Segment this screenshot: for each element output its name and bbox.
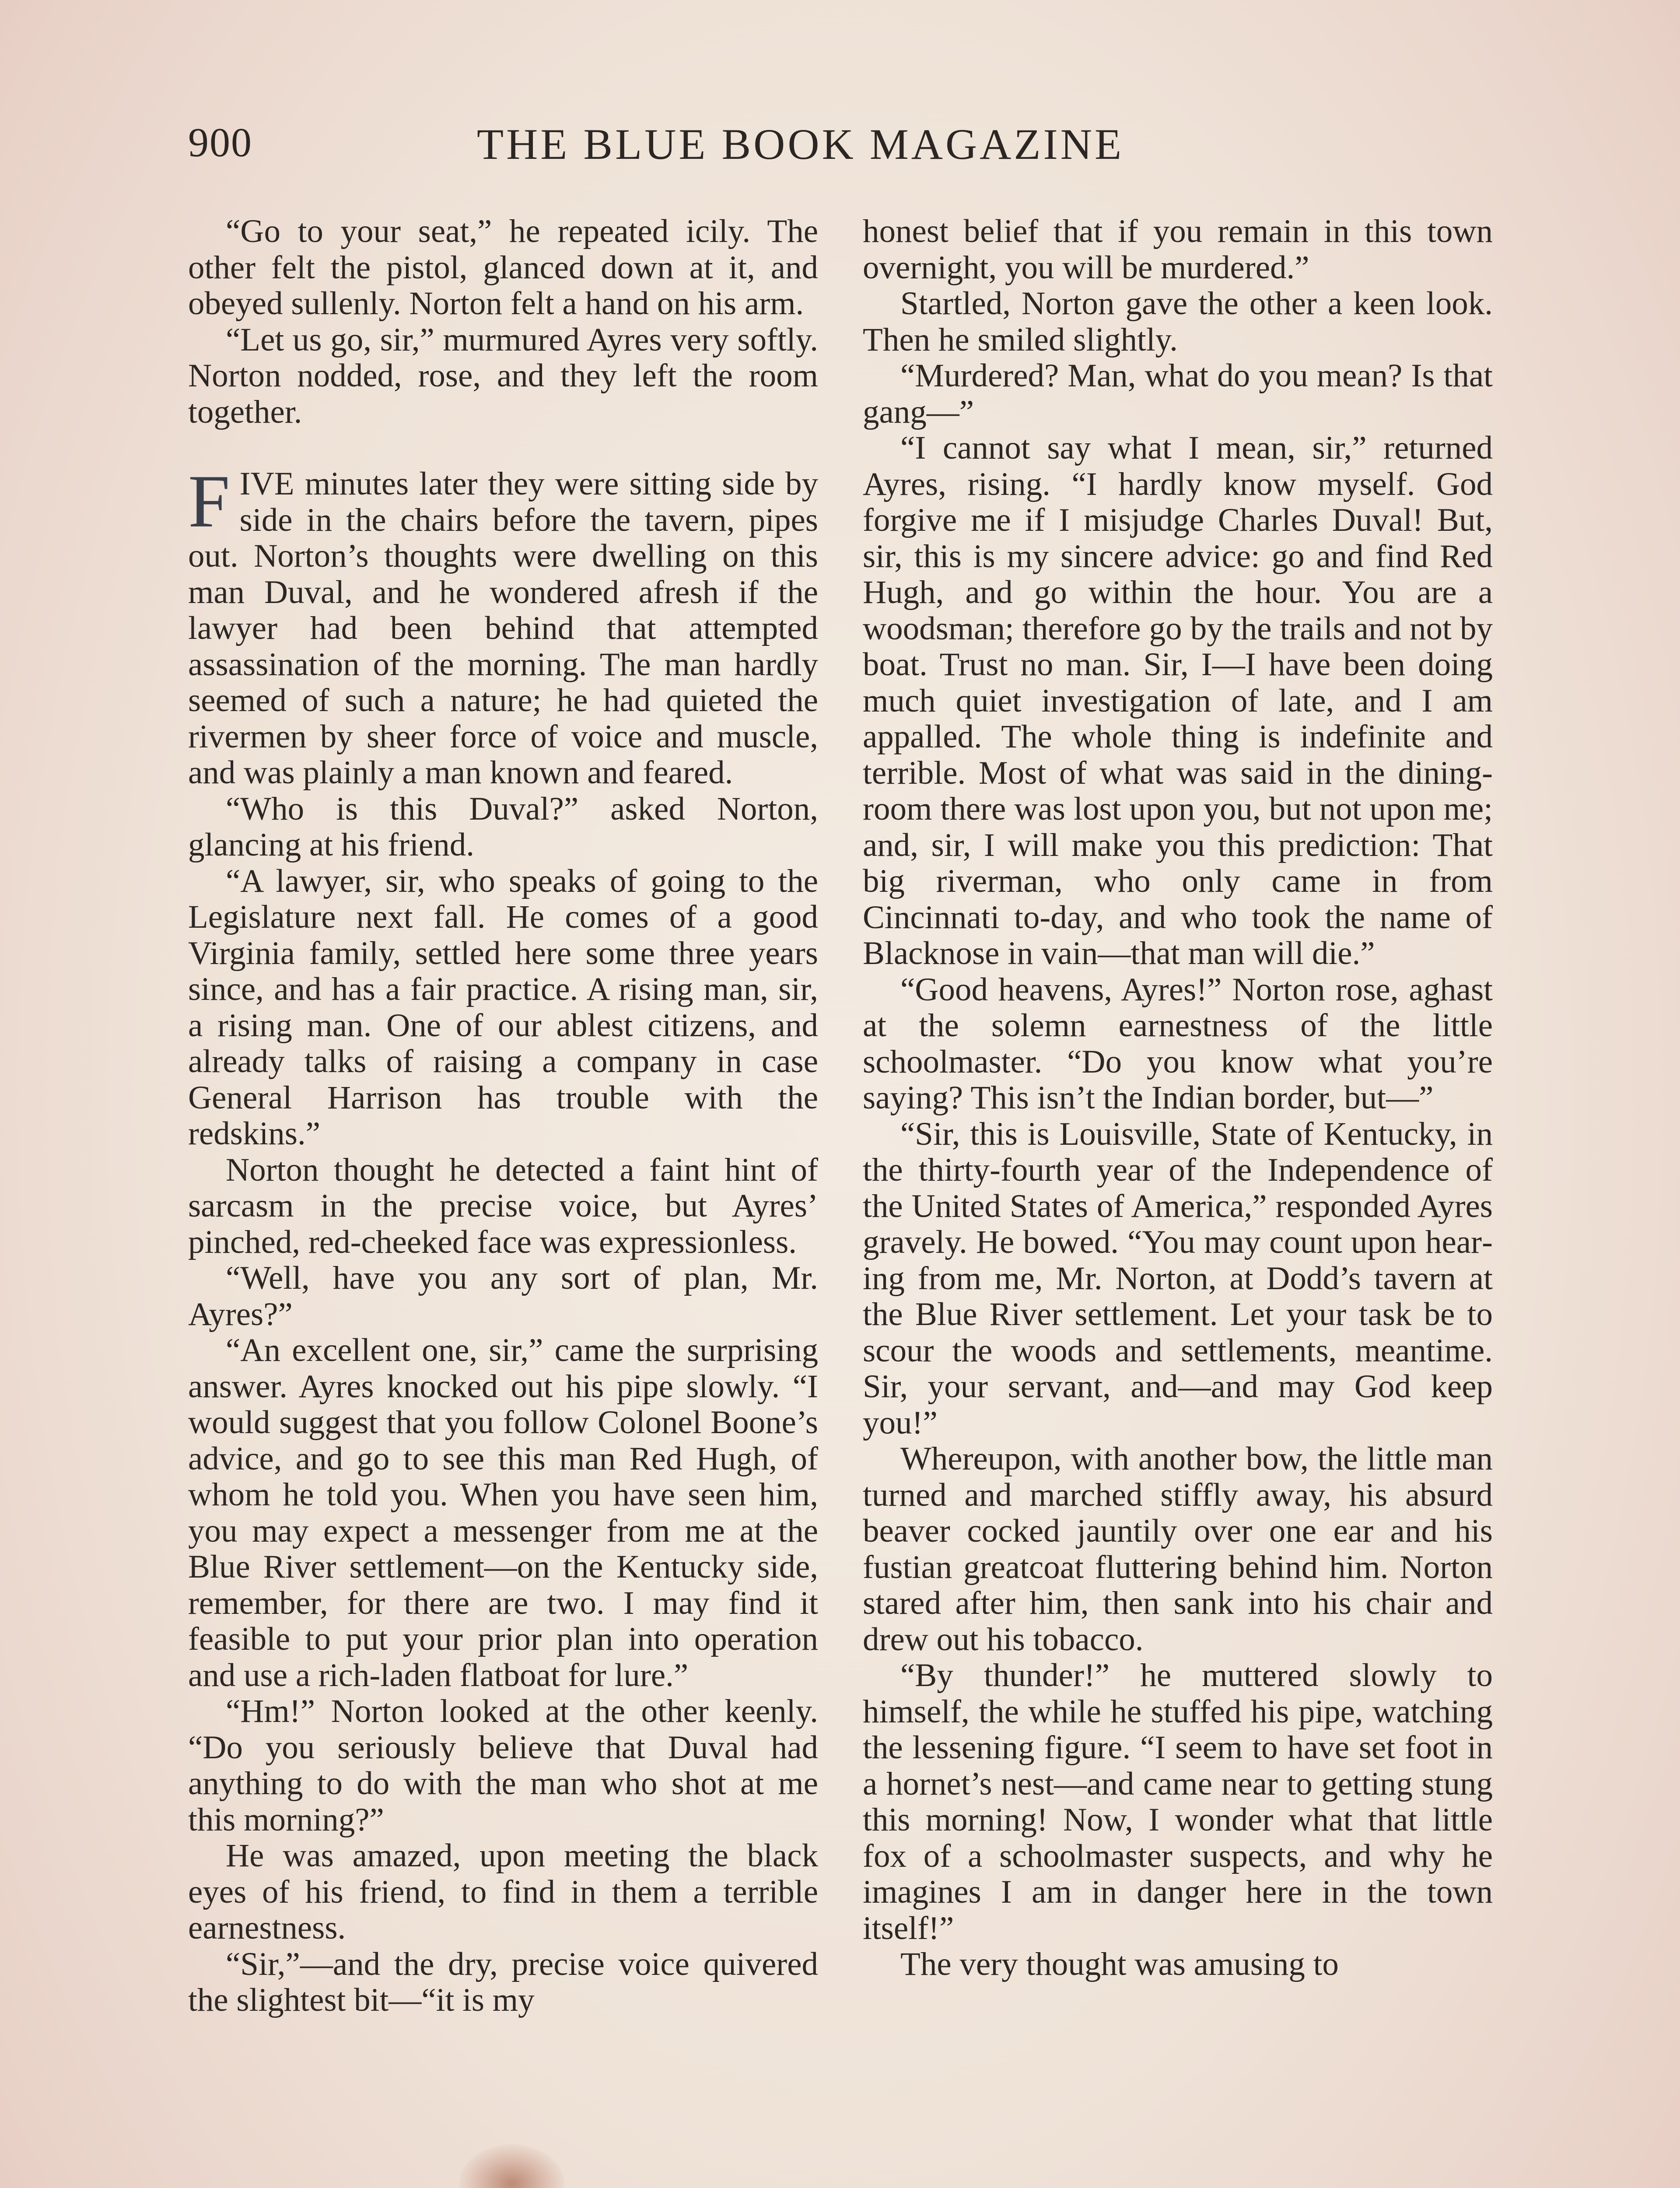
paragraph: Norton thought he detected a faint hint of sarcasm in the precise voice, but Ayres’ pinched, red-cheeked face was expressionless. — [188, 1151, 818, 1260]
paragraph: “Hm!” Norton looked at the other keenly. “Do you seriously believe that Duval had anything to do with the man who shot at me this morning?” — [188, 1693, 818, 1838]
paragraph: “Well, have you any sort of plan, Mr. Ayres?” — [188, 1260, 818, 1332]
paragraph: Startled, Norton gave the other a keen look. Then he smiled slightly. — [863, 285, 1493, 358]
paragraph: “Sir,”—and the dry, precise voice quivered the slightest bit—“it is my — [188, 1946, 818, 2018]
paragraph-continued: honest belief that if you remain in this town overnight, you will be murdered.” — [863, 213, 1493, 286]
paragraph: “An excellent one, sir,” came the surprising answer. Ayres knocked out his pipe slowly. “I would suggest that you follow Colonel Boone’s advice, and go to see this man Red Hugh, of whom he told you. When you have seen him, you may expect a messenger from me at the Blue River settlement—on the Kentucky side, remember, for there are two. I may find it feasible to put your prior plan into operation and use a rich-laden flatboat for lure.” — [188, 1332, 818, 1694]
paragraph: Whereupon, with another bow, the little man turned and marched stiffly away, his absurd beaver cocked jauntily over one ear and his fustian greatcoat fluttering behind him. Norton stared after him, then sank into his chair and drew out his tobacco. — [863, 1441, 1493, 1658]
paragraph: “Go to your seat,” he repeated icily. The other felt the pistol, glanced down at it, and obeyed sullenly. Norton felt a hand on his arm. — [188, 213, 818, 322]
page-number: 900 — [188, 120, 252, 165]
paragraph: “Who is this Duval?” asked Norton, glancing at his friend. — [188, 790, 818, 863]
paragraph: The very thought was amusing to — [900, 1946, 1339, 1982]
paragraph: “Sir, this is Louisville, State of Kentucky, in the thirty-fourth year of the Independence of the United States of America,” responded Ayres gravely. He bowed. “You may count upon hearing from me, Mr. Norton, at Dodd’s tavern at the Blue River settlement. Let your task be to scour the woods and settlements, meantime. Sir, your servant, and—and may God keep you!” — [863, 1115, 1493, 1441]
paragraph: “Let us go, sir,” murmured Ayres very softly. Norton nodded, rose, and they left the room together. — [188, 321, 818, 430]
paragraph: He was amazed, upon meeting the black eyes of his friend, to find in them a terrible earnestness. — [188, 1837, 818, 1946]
right-column — [863, 214, 1493, 1983]
paragraph: “Good heavens, Ayres!” Norton rose, aghast at the solemn earnestness of the little schoolmaster. “Do you know what you’re saying? This isn’t the Indian border, but—” — [863, 971, 1493, 1116]
section-opening-paragraph — [188, 460, 818, 791]
paragraph: “By thunder!” he muttered slowly to himself, the while he stuffed his pipe, watching the lessening figure. “I seem to have set foot in a hornet’s nest—and came near to getting stung this morning! Now, I wonder what that little fox of a schoolmaster suspects, and why he imagines I am in danger here in the town itself!” — [863, 1657, 1493, 1946]
paragraph: “A lawyer, sir, who speaks of going to the Legislature next fall. He comes of a good Virginia family, settled here some three years since, and has a fair practice. A rising man, sir, a rising man. One of our ablest citizens, and already talks of raising a company in case General Harrison has trouble with the redskins.” — [188, 863, 818, 1152]
paragraph: “I cannot say what I mean, sir,” returned Ayres, rising. “I hardly know myself. God forgive me if I misjudge Charles Duval! But, sir, this is my sincere advice: go and find Red Hugh, and go within the hour. You are a woodsman; therefore go by the trails and not by boat. Trust no man. Sir, I—I have been doing much quiet investigation of late, and I am appalled. The whole thing is indefinite and terrible. Most of what was said in the dining-room there was lost upon you, but not upon me; and, sir, I will make you this prediction: That big riverman, who only came in from Cincinnati to-day, and who took the name of Blacknose in vain—that man will die.” — [863, 430, 1493, 971]
paragraph: “Murdered? Man, what do you mean? Is that gang—” — [863, 358, 1493, 430]
running-title: THE BLUE BOOK MAGAZINE — [477, 120, 1124, 168]
page-stain — [459, 2144, 564, 2188]
left-column — [188, 214, 818, 2019]
drop-cap: F — [188, 460, 230, 543]
paragraph-text: IVE minutes later they were sitting side by side in the chairs before the tavern, pipes out. Norton’s thoughts were dwelling on this man Duval, and he wondered afresh if the lawyer had been behind that attempted assassination of the morning. The man hardly seemed of such a nature; he had quieted the rivermen by sheer force of voice and muscle, and was plainly a man known and feared. — [188, 466, 818, 791]
